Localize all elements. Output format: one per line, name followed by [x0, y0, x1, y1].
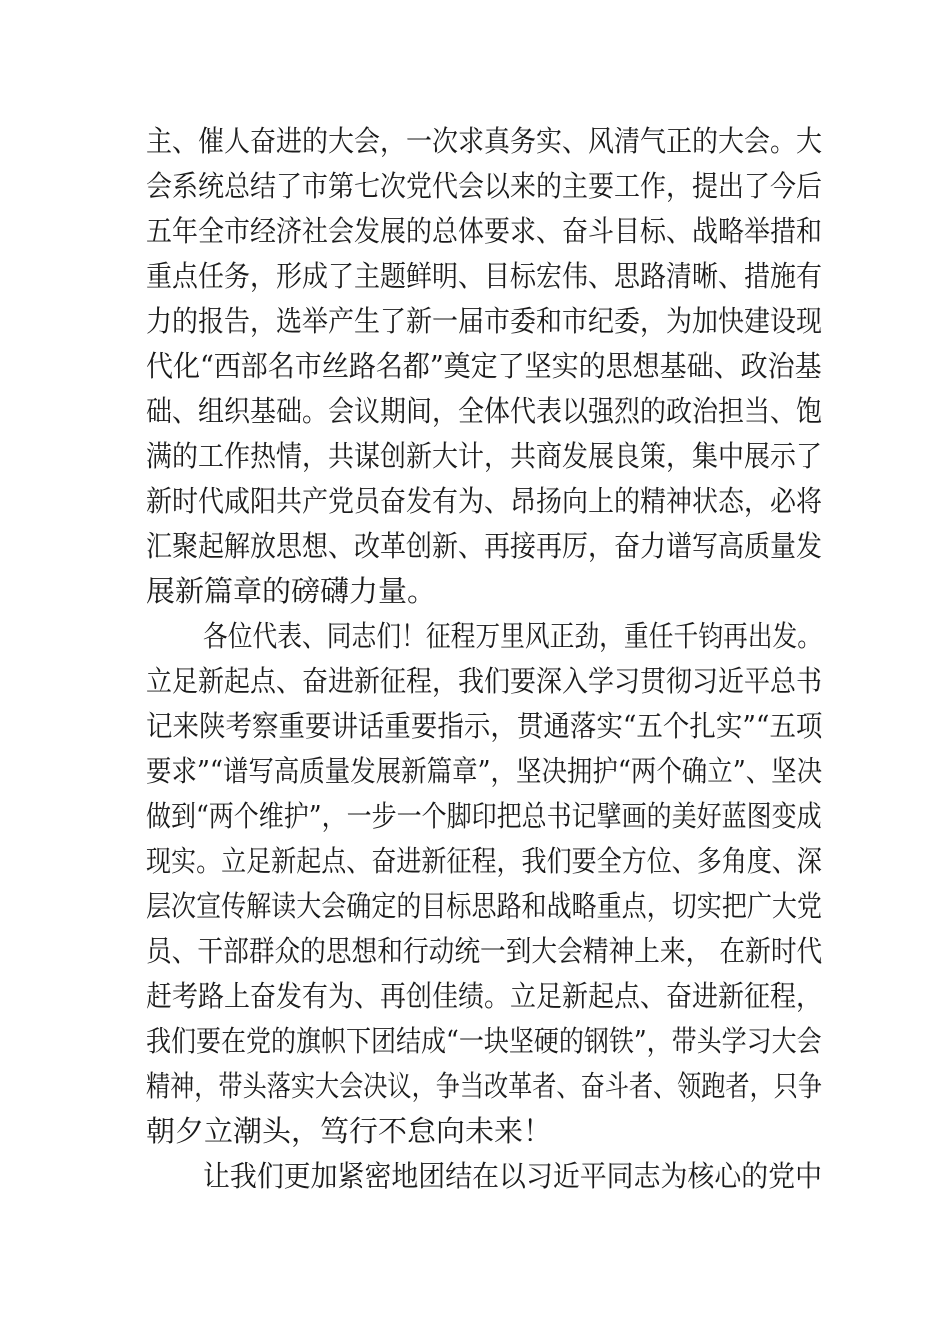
paragraph-1-line-7: 础、组织基础。会议期间，全体代表以强烈的政治担当、饱 [146, 394, 823, 428]
paragraph-2-line-4: 要求”“谱写高质量发展新篇章”，坚决拥护“两个确立”、坚决 [146, 754, 823, 788]
paragraph-2-line-6: 现实。立足新起点、奋进新征程，我们要全方位、多角度、深 [146, 844, 822, 878]
paragraph-2-line-9: 赶考路上奋发有为、再创佳绩。立足新起点、奋进新征程， [146, 979, 823, 1013]
paragraph-2-line-12: 朝夕立潮头，笃行不怠向未来！ [146, 1114, 553, 1148]
paragraph-2-line-3: 记来陕考察重要讲话重要指示，贯通落实“五个扎实”“五项 [146, 709, 823, 743]
paragraph-1-line-2: 会系统总结了市第七次党代会以来的主要工作，提出了今后 [146, 169, 823, 203]
paragraph-1-line-5: 力的报告，选举产生了新一届市委和市纪委，为加快建设现 [146, 304, 823, 338]
paragraph-1-line-9: 新时代咸阳共产党员奋发有为、昂扬向上的精神状态，必将 [146, 484, 823, 518]
paragraph-2-line-11: 精神，带头落实大会决议，争当改革者、奋斗者、领跑者，只争 [146, 1069, 823, 1103]
paragraph-2-line-8: 员、干部群众的思想和行动统一到大会精神上来， 在新时代 [146, 934, 823, 968]
paragraph-1-line-3: 五年全市经济社会发展的总体要求、奋斗目标、战略举措和 [146, 214, 823, 248]
paragraph-2-line-1: 各位代表、同志们！征程万里风正劲，重任千钧再出发。 [203, 619, 823, 653]
paragraph-2-line-7: 层次宣传解读大会确定的目标思路和战略重点，切实把广大党 [146, 889, 822, 923]
paragraph-1-line-8: 满的工作热情，共谋创新大计，共商发展良策，集中展示了 [146, 439, 823, 473]
paragraph-1-line-10: 汇聚起解放思想、改革创新、再接再厉，奋力谱写高质量发 [146, 529, 823, 563]
paragraph-1-line-6: 代化“西部名市丝路名都”奠定了坚实的思想基础、政治基 [146, 349, 822, 383]
paragraph-2-line-10: 我们要在党的旗帜下团结成“一块坚硬的钢铁”，带头学习大会 [146, 1024, 822, 1058]
paragraph-2-line-5: 做到“两个维护”，一步一个脚印把总书记擘画的美好蓝图变成 [146, 799, 822, 833]
paragraph-1-line-4: 重点任务，形成了主题鲜明、目标宏伟、思路清晰、措施有 [146, 259, 823, 293]
paragraph-1-line-1: 主、催人奋进的大会，一次求真务实、风清气正的大会。大 [146, 124, 823, 158]
paragraph-2-line-2: 立足新起点、奋进新征程，我们要深入学习贯彻习近平总书 [146, 664, 823, 698]
paragraph-1-line-11: 展新篇章的磅礴力量。 [146, 574, 437, 608]
paragraph-3-line-1: 让我们更加紧密地团结在以习近平同志为核心的党中 [203, 1159, 822, 1193]
